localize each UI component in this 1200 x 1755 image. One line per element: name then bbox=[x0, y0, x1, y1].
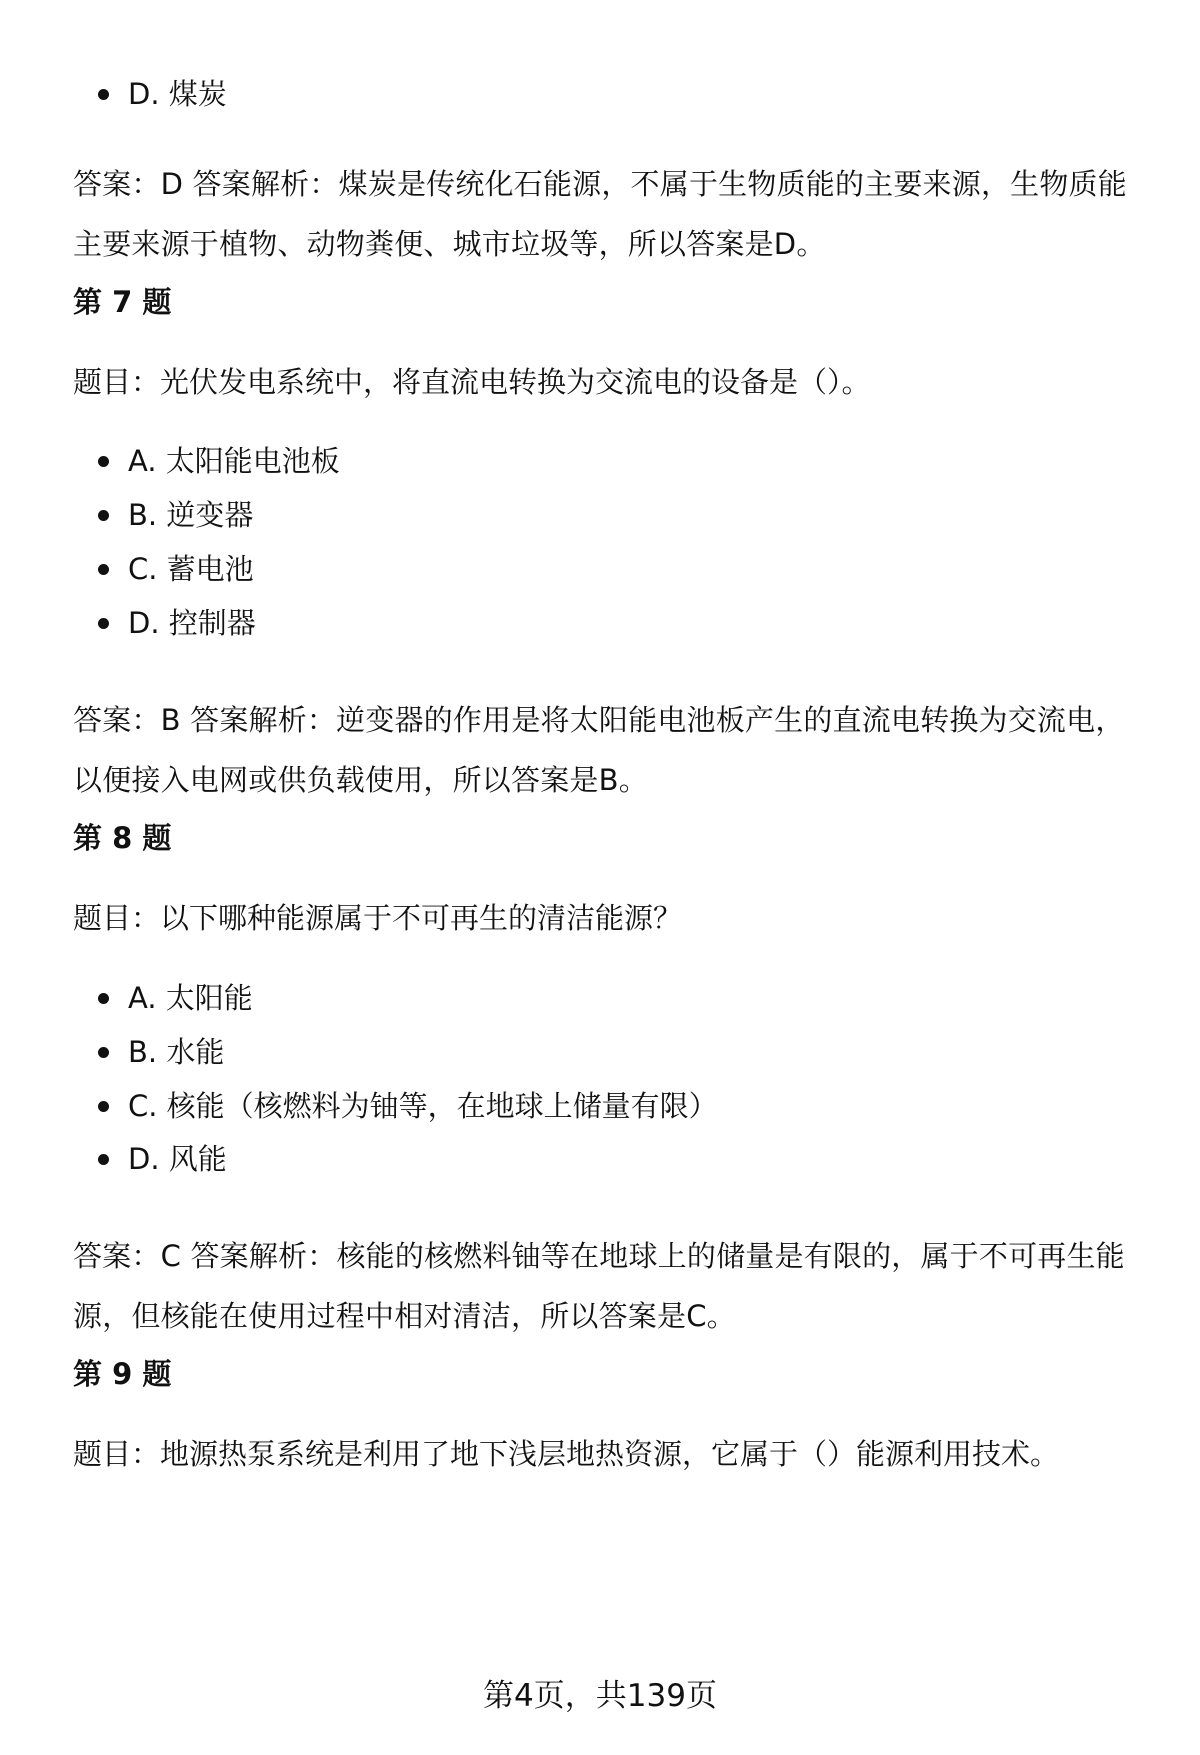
question-text: 题目：光伏发电系统中，将直流电转换为交流电的设备是（）。 bbox=[73, 365, 871, 399]
bullet-dot bbox=[98, 89, 109, 100]
answer-explanation: 答案：C 答案解析：核能的核燃料铀等在地球上的储量是有限的，属于不可再生能源，但核能在使用过程中相对清洁，所以答案是C。 bbox=[73, 1239, 1125, 1333]
option-label: D. 煤炭 bbox=[128, 77, 227, 111]
bullet-dot bbox=[98, 1101, 109, 1112]
option-label: B. 逆变器 bbox=[128, 498, 254, 532]
option-label: A. 太阳能 bbox=[128, 981, 253, 1015]
bullet-dot bbox=[98, 618, 109, 629]
option-label: D. 风能 bbox=[128, 1142, 227, 1176]
option-label: C. 核能（核燃料为铀等，在地球上储量有限） bbox=[128, 1089, 718, 1123]
question-heading: 第 9 题 bbox=[73, 1357, 172, 1391]
bullet-dot bbox=[98, 993, 109, 1004]
bullet-dot bbox=[98, 456, 109, 467]
option-label: A. 太阳能电池板 bbox=[128, 444, 340, 478]
bullet-dot bbox=[98, 1154, 109, 1165]
bullet-dot bbox=[98, 564, 109, 575]
question-text: 题目：地源热泵系统是利用了地下浅层地热资源，它属于（）能源利用技术。 bbox=[73, 1437, 1060, 1471]
question-heading: 第 8 题 bbox=[73, 821, 172, 855]
option-label: B. 水能 bbox=[128, 1035, 225, 1069]
page-number: 第4页，共139页 bbox=[483, 1678, 717, 1714]
bullet-dot bbox=[98, 1047, 109, 1058]
bullet-dot bbox=[98, 510, 109, 521]
option-label: D. 控制器 bbox=[128, 606, 256, 640]
question-text: 题目：以下哪种能源属于不可再生的清洁能源？ bbox=[73, 901, 683, 935]
question-heading: 第 7 题 bbox=[73, 285, 172, 319]
answer-explanation: 答案：B 答案解析：逆变器的作用是将太阳能电池板产生的直流电转换为交流电，以便接入电网或供负载使用，所以答案是B。 bbox=[73, 703, 1125, 797]
option-label: C. 蓄电池 bbox=[128, 552, 254, 586]
answer-explanation: 答案：D 答案解析：煤炭是传统化石能源，不属于生物质能的主要来源，生物质能主要来源于植物、动物粪便、城市垃圾等，所以答案是D。 bbox=[73, 167, 1127, 261]
